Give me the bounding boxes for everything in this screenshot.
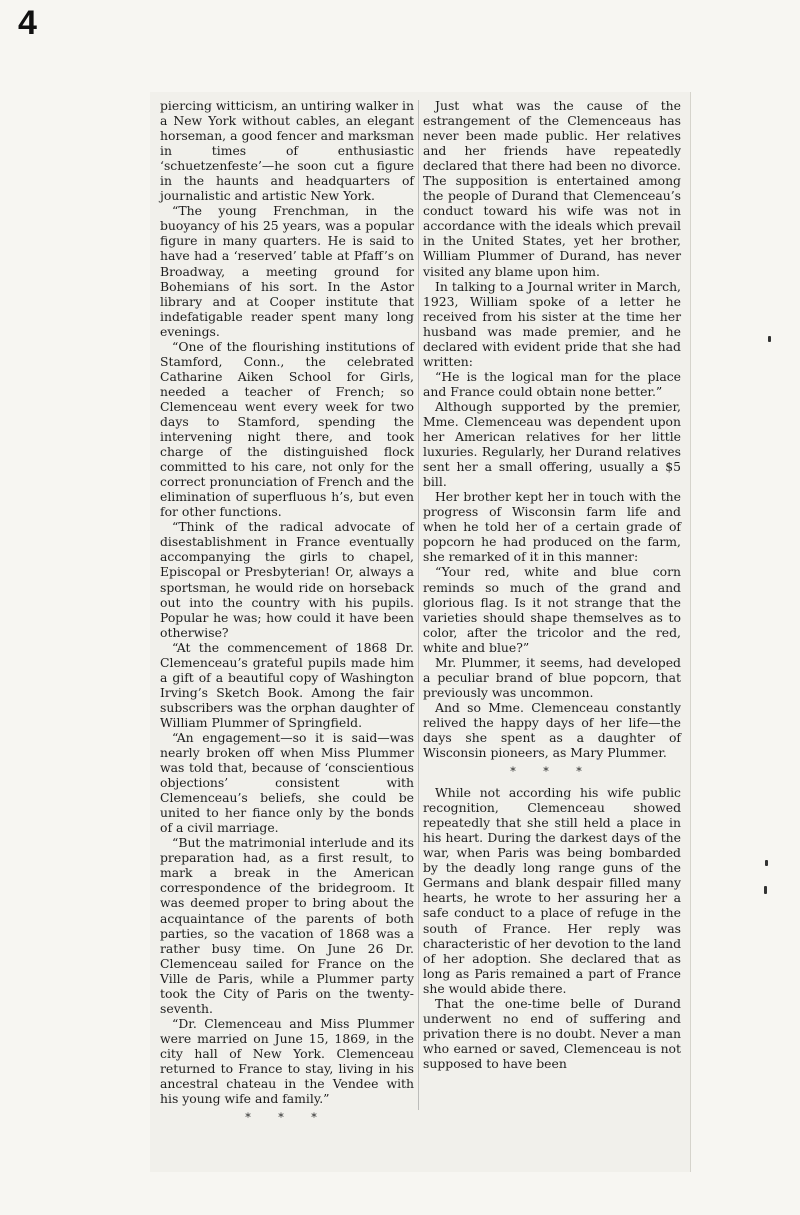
- left-column: [160, 98, 414, 1131]
- paragraph: And so Mme. Clemenceau constantly relived the happy days of her life—the days she spent as a daughter of Wisconsin pioneers, as Mary Plummer.: [423, 699, 681, 761]
- paragraph: “An engagement—so it is said—was nearly broken off when Miss Plummer was told that, because of ‘conscientious objections’ consistent with Clemenceau’s beliefs, she could be united to her fiance only by the bonds of a civil marriage.: [160, 729, 414, 836]
- paragraph: “At the commencement of 1868 Dr. Clemenceau’s grateful pupils made him a gift of a beautiful copy of Washington Irving’s Sketch Book. Among the fair subscribers was the orphan daughter of William Plummer of Springfield.: [160, 639, 414, 730]
- paragraph: While not according his wife public recognition, Clemenceau showed repeatedly that she still held a place in his heart. During the darkest days of the war, when Paris was being bombarded by the deadly long range guns of the Germans and blank despair filled many hearts, he wrote to her assuring her a safe conduct to a place of refuge in the south of France. Her reply was characteristic of her devotion to the land of her adoption. She declared that as long as Paris remained a part of France she would abide there.: [423, 785, 682, 996]
- paragraph: Just what was the cause of the estrangement of the Clemenceaus has never been made public. Her relatives and her friends have repeatedly declared that there had been no divorce. The supposition is entertained among the people of Durand that Clemenceau’s conduct toward his wife was not in accordance with the ideals which prevail in the United States, yet her brother, William Plummer of Durand, has never visited any blame upon him.: [423, 98, 681, 279]
- paragraph: In talking to a Journal writer in March, 1923, William spoke of a letter he received from his sister at the time her husband was made premier, and he declared with evident pride that she had written:: [423, 278, 681, 369]
- paragraph: “But the matrimonial interlude and its preparation had, as a first result, to mark a break in the American correspondence of the bridegroom. It was deemed proper to bring about the acquaintance of the parents of both parties, so the vacation of 1868 was a rather busy time. On June 26 Dr. Clemenceau sailed for France on the Ville de Paris, while a Plummer party took the City of Paris on the twenty-seventh.: [160, 835, 414, 1016]
- paragraph: Although supported by the premier, Mme. Clemenceau was dependent upon her American relatives for her little luxuries. Regularly, her Durand relatives sent her a small offering, usually a $5 bill.: [423, 398, 681, 490]
- paragraph: Mr. Plummer, it seems, had developed a peculiar brand of blue popcorn, that previously was uncommon.: [423, 654, 681, 700]
- paragraph: That the one-time belle of Durand underwent no end of suffering and privation there is no doubt. Never a man who earned or saved, Clemenceau is not supposed to have been: [423, 995, 681, 1071]
- scan-speck: [765, 860, 768, 866]
- scan-speck: [764, 886, 767, 894]
- section-separator: * * *: [245, 1111, 329, 1125]
- page-number: 4: [18, 4, 37, 42]
- paragraph: “Think of the radical advocate of disestablishment in France eventually accompanying the girls to chapel, Episcopal or Presbyterian! Or, always a sportsman, he would ride on horseback out into the country with his pupils. Popular he was; how could it have been otherwise?: [160, 519, 414, 640]
- paragraph: Her brother kept her in touch with the progress of Wisconsin farm life and when he told her of a certain grade of popcorn he had produced on the farm, she remarked of it in this manner:: [423, 489, 681, 565]
- right-column: [423, 98, 681, 1071]
- paragraph: “One of the flourishing institutions of Stamford, Conn., the celebrated Catharine Aiken School for Girls, needed a teacher of French; so Clemenceau went every week for two days to Stamford, spending the intervening night there, and took charge of the distinguished flock committed to his care, not only for the correct pronunciation of French and the elimination of superfluous h’s, but even for other functions.: [160, 338, 414, 520]
- paragraph: “Your red, white and blue corn reminds so much of the grand and glorious flag. Is it not strange that the varieties should shape themselves as to color, after the tricolor and the red, white and blue?”: [423, 564, 681, 655]
- scan-speck: [768, 336, 771, 342]
- paragraph: “The young Frenchman, in the buoyancy of his 25 years, was a popular figure in many quarters. He is said to have had a ‘reserved’ table at Pfaff’s on Broadway, a meeting ground for Bohemians of his sort. In the Astor library and at Cooper institute that indefatigable reader spent many long evenings.: [160, 203, 414, 339]
- column-divider: [418, 100, 419, 1110]
- section-separator: * * *: [510, 765, 594, 779]
- paragraph: piercing witticism, an untiring walker in a New York without cables, an elegant horseman, a good fencer and marksman in times of enthusiastic ‘schuetzenfeste’—he soon cut a figure in the haunts and headquarters of journalistic and artistic New York.: [160, 98, 414, 204]
- paragraph: “He is the logical man for the place and France could obtain none better.”: [423, 368, 681, 399]
- paragraph: “Dr. Clemenceau and Miss Plummer were married on June 15, 1869, in the city hall of New York. Clemenceau returned to France to stay, living in his ancestral chateau in the Vendee with his young wife and family.”: [160, 1015, 414, 1107]
